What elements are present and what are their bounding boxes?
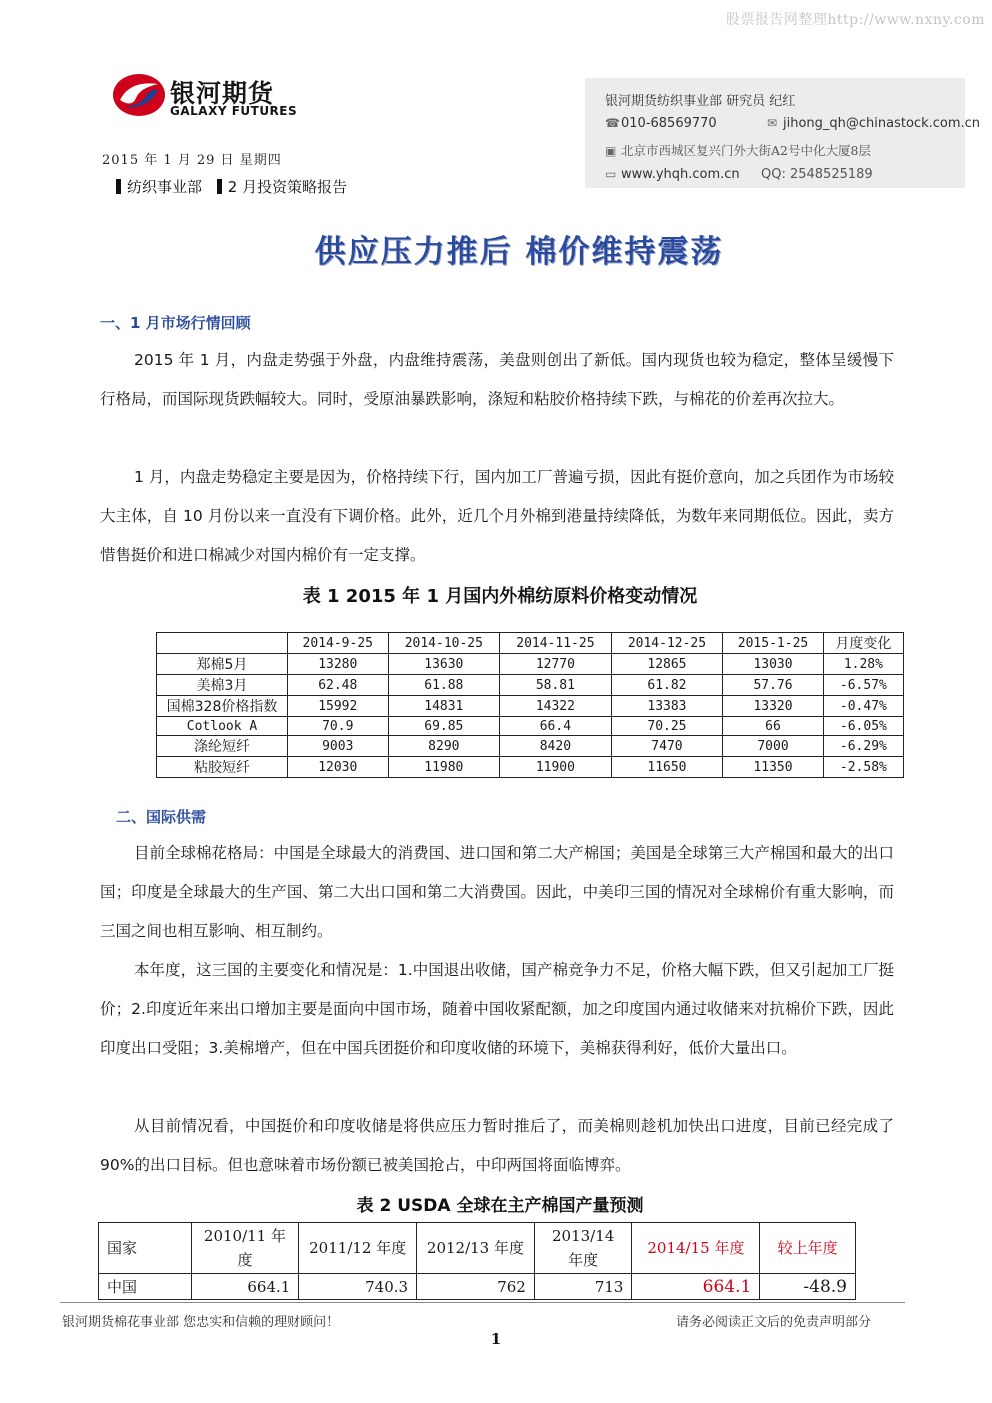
table-header-cell	[157, 633, 288, 654]
table-cell: 762	[417, 1274, 535, 1300]
page-title: 供应压力推后 棉价维持震荡	[314, 234, 724, 270]
table-cell: 13320	[723, 696, 824, 717]
table-row	[157, 736, 904, 757]
table-cell: 61.88	[388, 675, 500, 696]
table-cell-highlight: 664.1	[632, 1274, 760, 1300]
row-label: 国棉328价格指数	[157, 696, 288, 717]
table-header-cell: 2015-1-25	[723, 633, 824, 654]
table-cell: 11900	[500, 757, 612, 778]
table-cell: 12770	[500, 654, 612, 675]
logo-text-en: GALAXY FUTURES	[170, 104, 298, 118]
table-cell: 57.76	[723, 675, 824, 696]
table-header-cell: 国家	[99, 1223, 192, 1274]
footer-divider	[60, 1302, 905, 1303]
row-label: 粘胶短纤	[157, 757, 288, 778]
galaxy-logo-icon	[110, 70, 168, 120]
table-header-cell: 2014-9-25	[288, 633, 389, 654]
table-cell: 664.1	[191, 1274, 299, 1300]
table-cell: 740.3	[299, 1274, 417, 1300]
table-cell: -6.05%	[823, 717, 903, 736]
table-cell: 13030	[723, 654, 824, 675]
table-header-row	[157, 633, 904, 654]
table-cell: 1.28%	[823, 654, 903, 675]
section-1-paragraph-1: 2015 年 1 月，内盘走势强于外盘，内盘维持震荡，美盘则创出了新低。国内现货也较为稳定，整体呈缓慢下行格局，而国际现货跌幅较大。同时，受原油暴跌影响，涤短和粘胶价格持续下跌，与棉花的价差再次拉大。	[100, 351, 894, 408]
mail-icon: ✉	[767, 116, 778, 130]
contact-box	[585, 78, 981, 188]
table-cell: 58.81	[500, 675, 612, 696]
department-line	[116, 176, 347, 197]
table-header-cell: 2011/12 年度	[299, 1223, 417, 1274]
table-cell: -6.57%	[823, 675, 903, 696]
table-header-cell: 2014-10-25	[388, 633, 500, 654]
table-cell: 13280	[288, 654, 389, 675]
table-cell: 713	[534, 1274, 632, 1300]
contact-web-row	[605, 167, 740, 182]
table-cell: -6.29%	[823, 736, 903, 757]
table-cell: -2.58%	[823, 757, 903, 778]
table-cell: 15992	[288, 696, 389, 717]
section-1-heading: 一、1 月市场行情回顾	[100, 314, 251, 332]
page-number: 1	[490, 1330, 502, 1348]
table-cell: 8420	[500, 736, 612, 757]
table-row	[99, 1274, 856, 1300]
table-row	[157, 654, 904, 675]
table-cell: 11350	[723, 757, 824, 778]
section-2-paragraph-3: 从目前情况看，中国挺价和印度收储是将供应压力暂时推后了，而美棉则趁机加快出口进度，目前已经完成了 90%的出口目标。但也意味着市场份额已被美国抢占，中印两国将面临博弈。	[100, 1117, 894, 1174]
logo-text-cn: 银河期货	[170, 79, 275, 108]
book-icon: ▣	[605, 144, 617, 158]
table-header-cell: 2014-12-25	[611, 633, 723, 654]
table-cell: 8290	[388, 736, 500, 757]
row-label: 涤纶短纤	[157, 736, 288, 757]
row-label: 美棉3月	[157, 675, 288, 696]
phone-icon: ☎	[605, 116, 620, 130]
table-header-cell: 2012/13 年度	[417, 1223, 535, 1274]
table-header-cell-highlight: 较上年度	[760, 1223, 856, 1274]
department-name: 纺织事业部	[127, 178, 203, 196]
table-cell: -0.47%	[823, 696, 903, 717]
table-cell: -48.9	[760, 1274, 856, 1300]
row-label: Cotlook A	[157, 717, 288, 736]
table-cell: 69.85	[388, 717, 500, 736]
footer-disclaimer-note: 请务必阅读正文后的免责声明部分	[676, 1315, 872, 1330]
contact-phone: 010-68569770	[621, 116, 717, 131]
table-cell: 7470	[611, 736, 723, 757]
table-cell: 70.9	[288, 717, 389, 736]
contact-qq: QQ: 2548525189	[761, 167, 873, 182]
price-change-table	[156, 632, 904, 778]
table-row	[157, 757, 904, 778]
contact-author: 银河期货纺织事业部 研究员 纪红	[605, 94, 796, 109]
table-cell: 70.25	[611, 717, 723, 736]
row-label: 郑棉5月	[157, 654, 288, 675]
contact-email-row	[767, 116, 980, 131]
usda-production-table	[98, 1222, 856, 1300]
bar-marker	[217, 179, 222, 194]
section-2-paragraph-2: 本年度，这三国的主要变化和情况是：1.中国退出收储，国产棉竞争力不足，价格大幅下跌，但又引起加工厂挺价；2.印度近年来出口增加主要是面向中国市场，随着中国收紧配额，加之印度国内通过收储来对抗棉价下跌，因此印度出口受阻；3.美棉增产，但在中国兵团挺价和印度收储的环境下，美棉获得利好，低价大量出口。	[100, 961, 894, 1057]
table-cell: 66	[723, 717, 824, 736]
table-cell: 9003	[288, 736, 389, 757]
contact-email[interactable]: jihong_qh@chinastock.com.cn	[783, 116, 981, 131]
table-cell: 11650	[611, 757, 723, 778]
computer-icon: ▭	[605, 167, 617, 181]
table-cell: 11980	[388, 757, 500, 778]
table-header-cell: 2013/14 年度	[534, 1223, 632, 1274]
company-logo	[110, 68, 310, 128]
section-2-heading: 二、国际供需	[116, 808, 207, 826]
table-header-cell: 2010/11 年度	[191, 1223, 299, 1274]
report-date: 2015 年 1 月 29 日 星期四	[102, 153, 282, 168]
table-cell: 14322	[500, 696, 612, 717]
table-header-cell: 2014-11-25	[500, 633, 612, 654]
table-cell: 13383	[611, 696, 723, 717]
table-row	[157, 717, 904, 736]
contact-phone-row	[605, 116, 717, 131]
section-1-paragraph-2: 1 月，内盘走势稳定主要是因为，价格持续下行，国内加工厂普遍亏损，因此有挺价意向，加之兵团作为市场较大主体，自 10 月份以来一直没有下调价格。此外，近几个月外棉到港量持续降低，为数年来同期低位。因此，卖方惜售挺价和进口棉减少对国内棉价有一定支撑。	[100, 468, 894, 564]
table-cell: 13630	[388, 654, 500, 675]
report-type: 2 月投资策略报告	[227, 178, 348, 196]
table-cell: 12030	[288, 757, 389, 778]
table-cell: 61.82	[611, 675, 723, 696]
table-cell: 62.48	[288, 675, 389, 696]
table-1-caption: 表 1 2015 年 1 月国内外棉纺原料价格变动情况	[302, 586, 698, 607]
table-2-caption: 表 2 USDA 全球在主产棉国产量预测	[356, 1196, 644, 1216]
table-row	[157, 675, 904, 696]
table-cell: 12865	[611, 654, 723, 675]
bar-marker	[116, 179, 121, 194]
table-header-row	[99, 1223, 856, 1274]
footer-slogan: 银河期货棉花事业部 您忠实和信赖的理财顾问！	[62, 1315, 340, 1330]
contact-address: 北京市西城区复兴门外大街A2号中化大厦8层	[621, 143, 871, 158]
table-cell: 66.4	[500, 717, 612, 736]
table-header-cell-highlight: 2014/15 年度	[632, 1223, 760, 1274]
section-2-paragraph-1: 目前全球棉花格局：中国是全球最大的消费国、进口国和第二大产棉国；美国是全球第三大产棉国和最大的出口国；印度是全球最大的生产国、第二大出口国和第二大消费国。因此，中美印三国的情况对全球棉价有重大影响，而三国之间也相互影响、相互制约。	[100, 844, 894, 940]
table-cell: 7000	[723, 736, 824, 757]
table-row	[157, 696, 904, 717]
contact-address-row	[605, 141, 871, 159]
table-cell: 14831	[388, 696, 500, 717]
table-header-cell: 月度变化	[823, 633, 903, 654]
contact-website[interactable]: www.yhqh.com.cn	[621, 167, 740, 182]
row-label: 中国	[99, 1274, 192, 1300]
watermark: 股票报告网整理http://www.nxny.com	[725, 12, 985, 28]
